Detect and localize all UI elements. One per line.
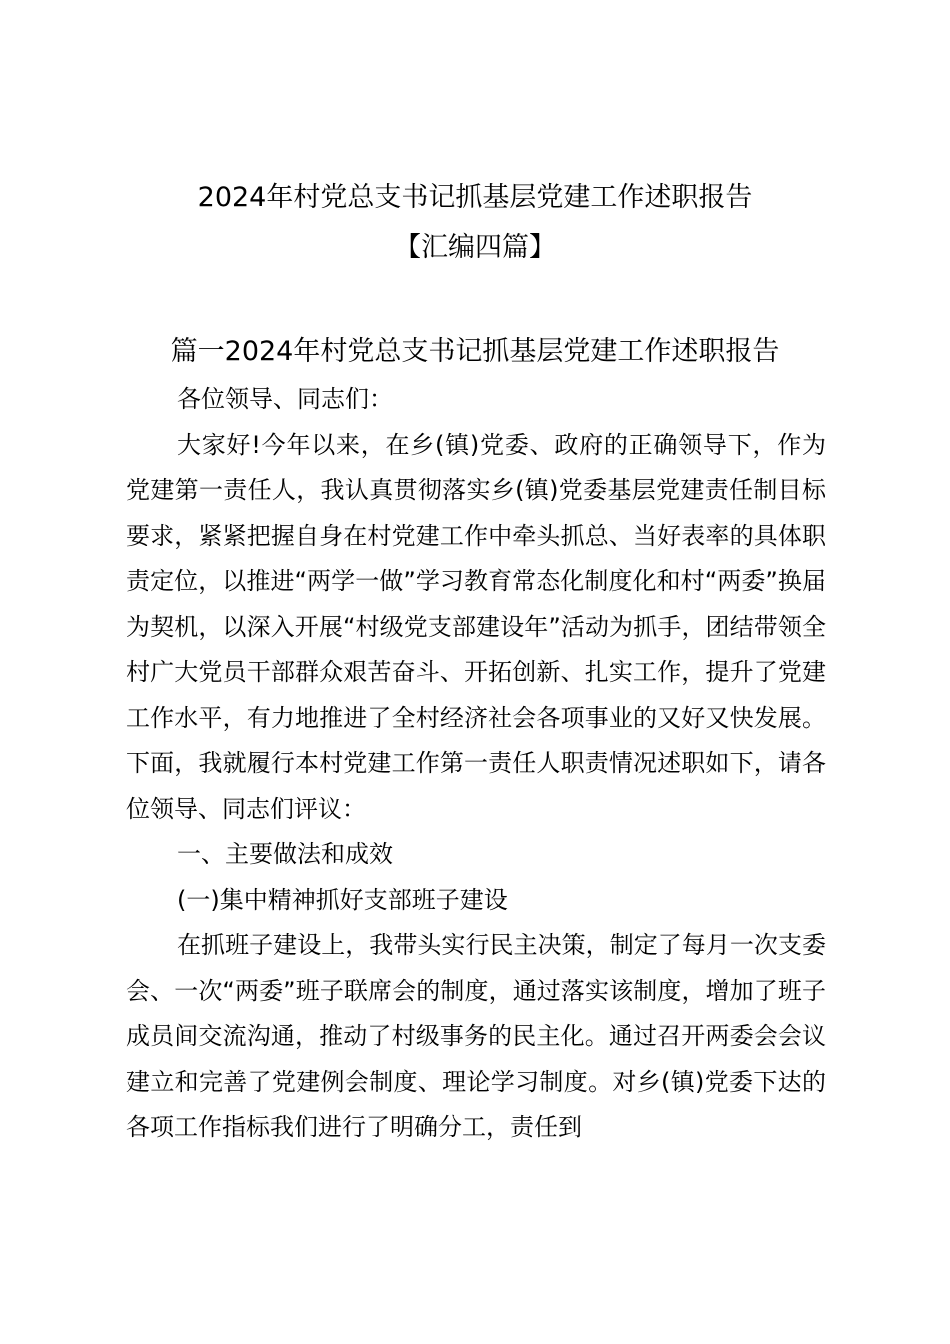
body-paragraph: 大家好!今年以来，在乡(镇)党委、政府的正确领导下，作为党建第一责任人，我认真贯彻落实乡(镇)党委基层党建责任制目标要求，紧紧把握自身在村党建工作中牵头抓总、当好表率的具体职责定位，以推进“两学一做”学习教育常态化制度化和村“两委”换届为契机，以深入开展“村级党支部建设年”活动为抓手，团结带领全村广大党员干部群众艰苦奋斗、开拓创新、扎实工作，提升了党建工作水平，有力地推进了全村经济社会各项事业的又好又快发展。下面，我就履行本村党建工作第一责任人职责情况述职如下，请各位领导、同志们评议： <box>126 430 826 823</box>
document-subtitle: 【汇编四篇】 <box>394 232 556 263</box>
body-paragraph: 在抓班子建设上，我带头实行民主决策，制定了每月一次支委会、一次“两委”班子联席会的制度，通过落实该制度，增加了班子成员间交流沟通，推动了村级事务的民主化。通过召开两委会会议建立和完善了党建例会制度、理论学习制度。对乡(镇)党委下达的各项工作指标我们进行了明确分工，责任到 <box>126 931 826 1141</box>
section-title: 篇一2024年村党总支书记抓基层党建工作述职报告 <box>170 336 780 367</box>
subsection-heading: (一)集中精神抓好支部班子建设 <box>177 885 508 914</box>
salutation: 各位领导、同志们： <box>177 385 393 413</box>
document-title: 2024年村党总支书记抓基层党建工作述职报告 <box>197 182 753 213</box>
section-heading: 一、主要做法和成效 <box>177 840 393 868</box>
document-body <box>126 377 826 1151</box>
